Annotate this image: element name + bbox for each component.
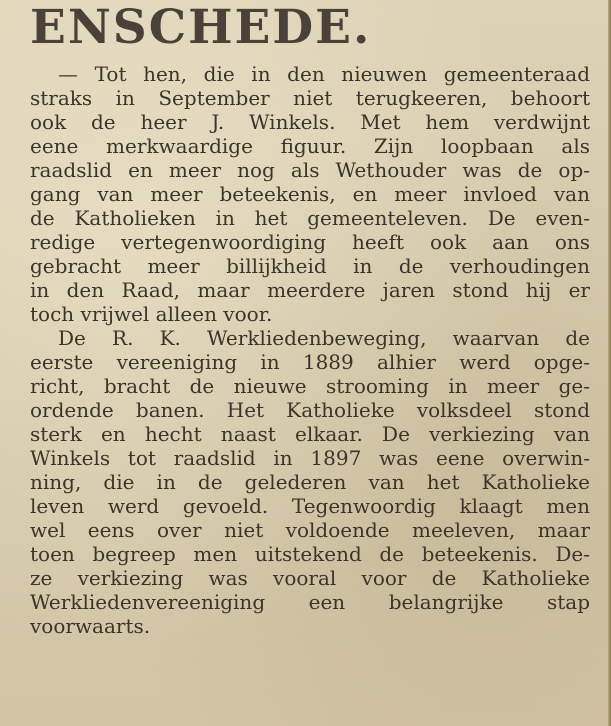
article-line: De R. K. Werkliedenbeweging, waarvan de (58, 326, 590, 350)
article-line: gebracht meer billijkheid in de verhoudingen (30, 254, 590, 278)
article-line: leven werd gevoeld. Tegenwoordig klaagt men (30, 494, 590, 518)
article-line: raadslid en meer nog als Wethouder was de op- (30, 158, 590, 182)
article-line: redige vertegenwoordiging heeft ook aan ons (30, 230, 590, 254)
article-line: ordende banen. Het Katholieke volksdeel stond (30, 398, 590, 422)
article-line: eerste vereeniging in 1889 alhier werd opge- (30, 350, 590, 374)
article-line: ook de heer J. Winkels. Met hem verdwijnt (30, 110, 590, 134)
article-line: gang van meer beteekenis, en meer invloed van (30, 182, 590, 206)
article-body (30, 62, 590, 638)
article-line: richt, bracht de nieuwe strooming in meer ge- (30, 374, 590, 398)
article-line: — Tot hen, die in den nieuwen gemeenteraad (58, 62, 590, 86)
article-line: sterk en hecht naast elkaar. De verkiezing van (30, 422, 590, 446)
article-line: de Katholieken in het gemeenteleven. De even- (30, 206, 590, 230)
article-line: eene merkwaardige figuur. Zijn loopbaan als (30, 134, 590, 158)
article-line: ning, die in de gelederen van het Katholieke (30, 470, 590, 494)
article-line: Werkliedenvereeniging een belangrijke stap (30, 590, 590, 614)
article-line: voorwaarts. (30, 614, 151, 638)
article-line: toch vrijwel alleen voor. (30, 302, 273, 326)
headline: ENSCHEDE. (30, 0, 372, 55)
article-line: toen begreep men uitstekend de beteekenis. De- (30, 542, 590, 566)
article-line: ze verkiezing was vooral voor de Katholieke (30, 566, 590, 590)
article-line: wel eens over niet voldoende meeleven, maar (30, 518, 590, 542)
article-line: Winkels tot raadslid in 1897 was eene overwin- (30, 446, 590, 470)
article-line: in den Raad, maar meerdere jaren stond hij er (30, 278, 590, 302)
article-line: straks in September niet terugkeeren, behoort (30, 86, 590, 110)
